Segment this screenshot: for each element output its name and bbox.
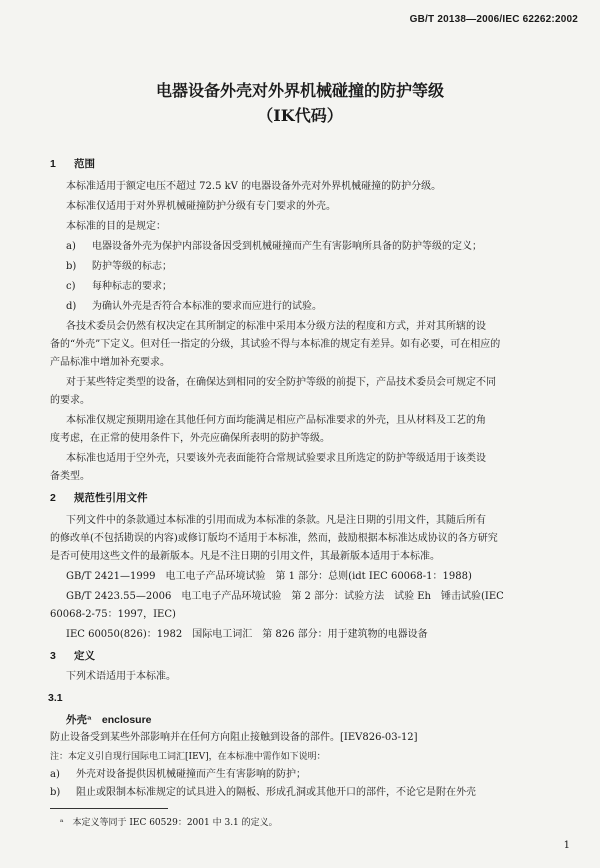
list-text: 外壳对设备提供因机械碰撞而产生有害影响的防护；	[76, 769, 306, 780]
list-marker: a)	[50, 769, 60, 780]
reference-entry: GB/T 2421—1999 电工电子产品环境试验 第 1 部分：总则(idt IEC 60068-1：1988)	[66, 571, 472, 582]
paragraph: 本标准适用于额定电压不超过 72.5 kV 的电器设备外壳对外界机械碰撞的防护分级。	[66, 181, 442, 192]
term-en: enclosure	[101, 714, 152, 726]
note-text: 注：本定义引自现行国际电工词汇[IEV]，在本标准中需作如下说明：	[50, 752, 326, 762]
list-marker: d)	[66, 301, 77, 312]
paragraph-line: 对于某些特定类型的设备，在确保达到相同的安全防护等级的前提下，产品技术委员会可规定不同	[66, 377, 496, 388]
section-1-heading	[50, 156, 95, 171]
paragraph-line: 各技术委员会仍然有权决定在其所制定的标准中采用本分级方法的程度和方式，并对其所辖的设	[66, 321, 486, 332]
reference-entry-continued: 60068-2-75：1997，IEC)	[50, 609, 176, 620]
reference-entry: IEC 60050(826)：1982 国际电工词汇 第 826 部分：用于建筑物的电器设备	[66, 629, 428, 640]
definition-text: 防止设备受到某些外部影响并在任何方向阻止接触到设备的部件。[IEV826-03-12]	[50, 732, 418, 743]
list-item	[66, 260, 172, 274]
subclause-number: 3.1	[48, 692, 63, 704]
reference-entry: GB/T 2423.55—2006 电工电子产品环境试验 第 2 部分：试验方法 试验 Eh 锤击试验(IEC	[66, 591, 504, 602]
paragraph-line: 的要求。	[50, 395, 90, 406]
list-text: 为确认外壳是否符合本标准的要求而应进行的试验。	[92, 301, 322, 312]
paragraph-line: 本标准仅规定预期用途在其他任何方面均能满足相应产品标准要求的外壳，且从材料及工艺的角	[66, 415, 486, 426]
section-title: 定义	[74, 650, 95, 662]
paragraph: 下列术语适用于本标准。	[66, 671, 176, 682]
list-marker: a)	[66, 241, 76, 252]
list-text: 电器设备外壳为保护内部设备因受到机械碰撞而产生有害影响所具备的防护等级的定义；	[92, 241, 482, 252]
paragraph: 本标准的目的是规定：	[66, 221, 166, 232]
paragraph-line: 下列文件中的条款通过本标准的引用而成为本标准的条款。凡是注日期的引用文件，其随后所有	[66, 515, 486, 526]
section-number: 1	[50, 158, 56, 170]
paragraph-line: 产品标准中增加补充要求。	[50, 357, 170, 368]
list-text: 阻止或限制本标准规定的试具进入的隔板、形成孔洞或其他开口的部件，不论它是附在外壳	[76, 787, 476, 798]
list-text: 防护等级的标志；	[92, 261, 172, 272]
paragraph-line: 度考虑，在正常的使用条件下，外壳应确保所表明的防护等级。	[50, 433, 330, 444]
list-marker: b)	[50, 787, 61, 798]
paragraph-line: 的修改单(不包括勘误的内容)或修订版均不适用于本标准，然而，鼓励根据本标准达成协议的各方研究	[50, 533, 498, 544]
list-text: 每种标志的要求；	[92, 281, 172, 292]
term-heading	[66, 712, 152, 727]
list-item	[50, 786, 476, 800]
document-title: 电器设备外壳对外界机械碰撞的防护等级	[155, 81, 444, 100]
page-number: 1	[563, 840, 570, 851]
paragraph-line: 备类型。	[50, 471, 90, 482]
footnote: ᵃ 本定义等同于 IEC 60529：2001 中 3.1 的定义。	[60, 818, 278, 828]
paragraph: 本标准仅适用于对外界机械碰撞防护分级有专门要求的外壳。	[66, 201, 336, 212]
list-item	[50, 768, 306, 782]
paragraph-line: 是否可使用这些文件的最新版本。凡是不注日期的引用文件，其最新版本适用于本标准。	[50, 551, 440, 562]
term-zh: 外壳ᵃ	[66, 714, 92, 726]
list-marker: c)	[66, 281, 76, 292]
section-number: 3	[50, 650, 56, 662]
section-title: 规范性引用文件	[74, 492, 148, 504]
list-item	[66, 300, 322, 314]
section-3-heading	[50, 648, 95, 663]
list-item	[66, 280, 172, 294]
footnote-divider	[50, 808, 168, 809]
section-2-heading	[50, 490, 148, 505]
document-subtitle: （IK代码）	[257, 106, 343, 125]
section-title: 范围	[74, 158, 95, 170]
paragraph-line: 本标准也适用于空外壳，只要该外壳表面能符合常规试验要求且所选定的防护等级适用于该类设	[66, 453, 486, 464]
list-marker: b)	[66, 261, 77, 272]
section-number: 2	[50, 492, 56, 504]
list-item	[66, 240, 482, 254]
paragraph-line: 备的“外壳”下定义。但对任一指定的分级，其试验不得与本标准的规定有差异。如有必要，可在相应的	[50, 339, 501, 350]
standard-number-header: GB/T 20138—2006/IEC 62262:2002	[409, 14, 578, 25]
